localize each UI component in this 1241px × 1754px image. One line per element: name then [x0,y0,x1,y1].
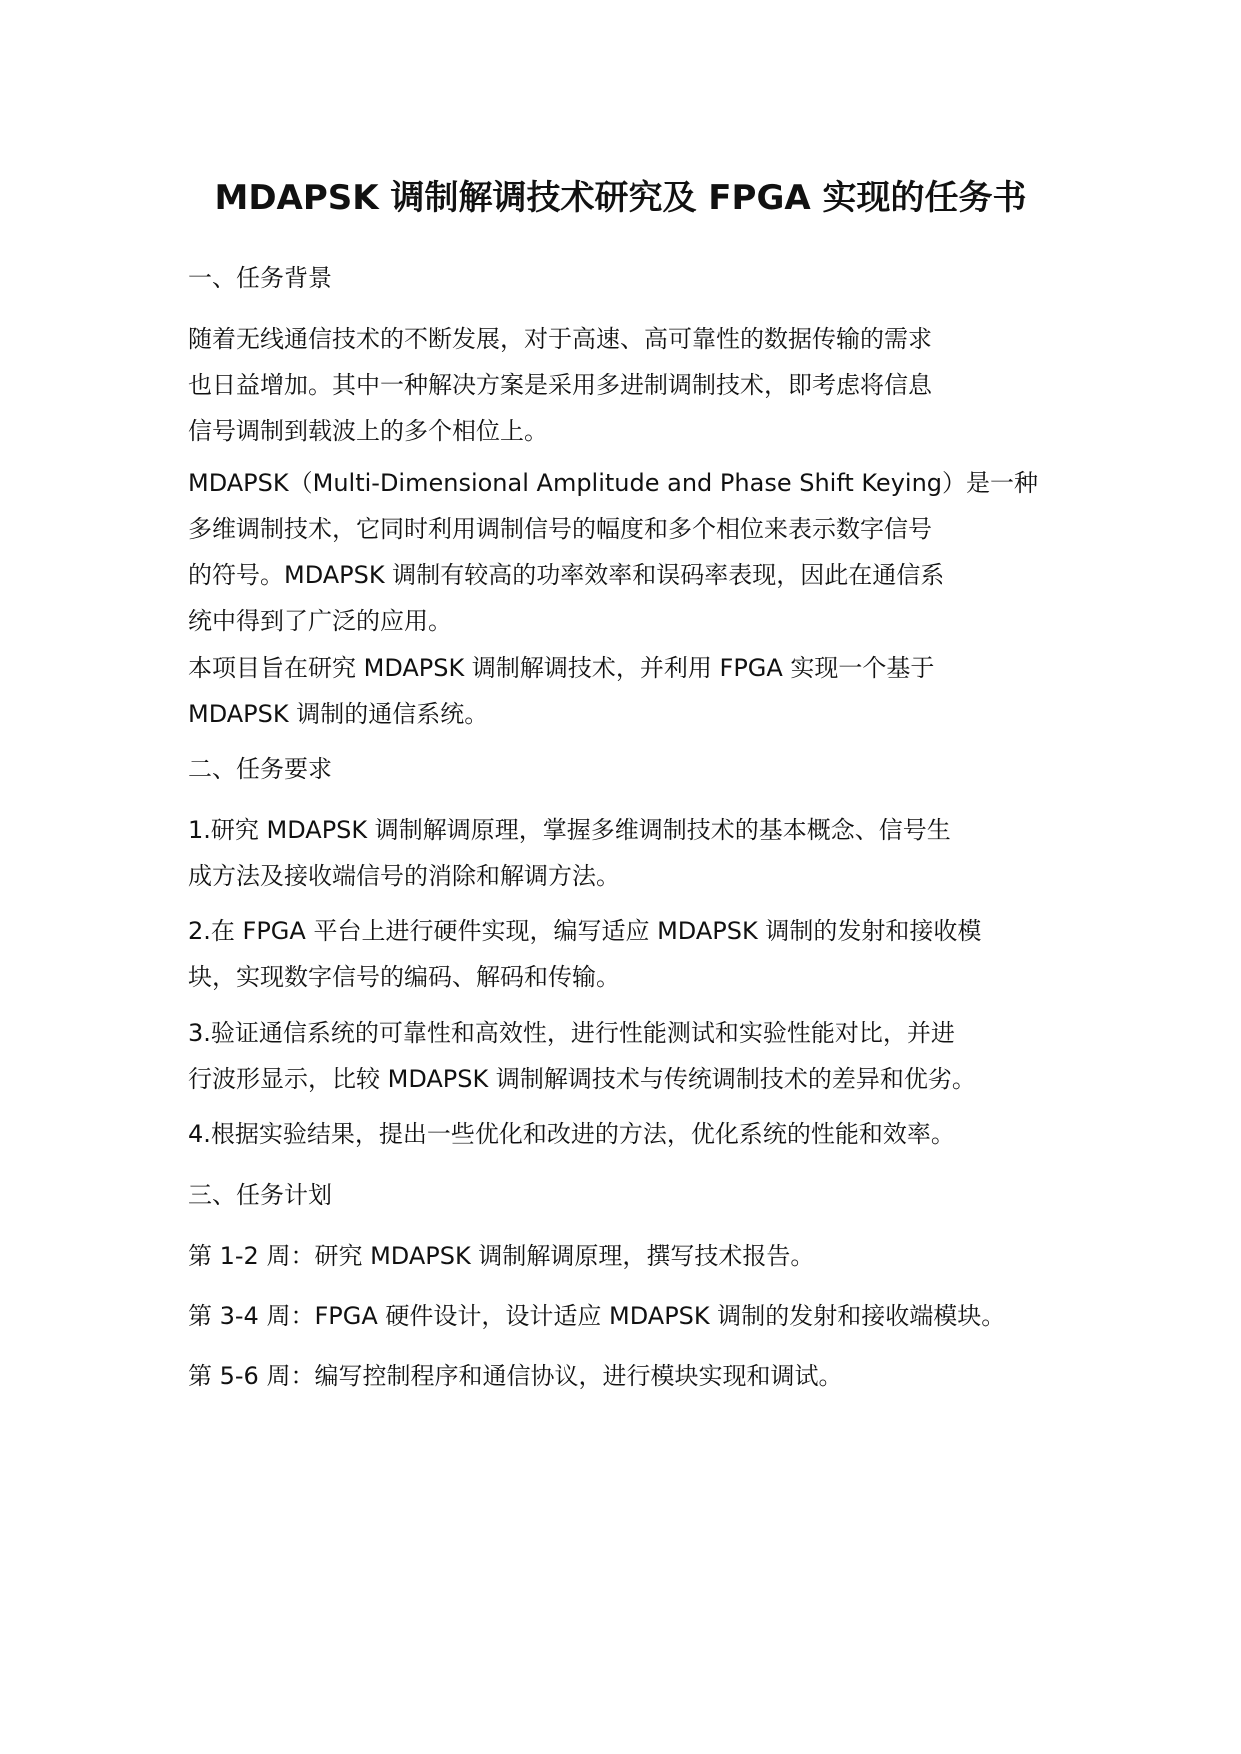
paragraph-line: MDAPSK 调制的通信系统。 [188,700,489,728]
requirement-item-2 [188,908,1088,1000]
requirement-item-3 [188,1010,1088,1102]
plan-week-1-2: 第 1-2 周：研究 MDAPSK 调制解调原理，撰写技术报告。 [188,1242,815,1270]
section-heading-background: 一、任务背景 [188,264,332,292]
plan-week-5-6: 第 5-6 周：编写控制程序和通信协议，进行模块实现和调试。 [188,1362,843,1390]
paragraph-line: 随着无线通信技术的不断发展，对于高速、高可靠性的数据传输的需求 [188,325,932,353]
paragraph-background-2 [188,460,1088,644]
paragraph-line: 块，实现数字信号的编码、解码和传输。 [188,963,620,991]
paragraph-background-1 [188,316,1088,454]
document-title: MDAPSK 调制解调技术研究及 FPGA 实现的任务书 [214,178,1027,218]
paragraph-background-3 [188,645,1088,737]
section-heading-plan: 三、任务计划 [188,1181,332,1209]
paragraph-line: 的符号。MDAPSK 调制有较高的功率效率和误码率表现，因此在通信系 [188,561,945,589]
paragraph-line: 2.在 FPGA 平台上进行硬件实现，编写适应 MDAPSK 调制的发射和接收模 [188,917,982,945]
paragraph-line: 信号调制到载波上的多个相位上。 [188,417,548,445]
plan-week-3-4: 第 3-4 周：FPGA 硬件设计，设计适应 MDAPSK 调制的发射和接收端模块。 [188,1302,1006,1330]
paragraph-line: 多维调制技术，它同时利用调制信号的幅度和多个相位来表示数字信号 [188,515,932,543]
paragraph-line: MDAPSK（Multi-Dimensional Amplitude and Phase Shift Keying）是一种 [188,469,1039,497]
paragraph-line: 3.验证通信系统的可靠性和高效性，进行性能测试和实验性能对比，并进 [188,1019,955,1047]
requirement-item-4 [188,1111,1088,1157]
paragraph-line: 统中得到了广泛的应用。 [188,607,452,635]
paragraph-line: 行波形显示，比较 MDAPSK 调制解调技术与传统调制技术的差异和优劣。 [188,1065,976,1093]
paragraph-line: 本项目旨在研究 MDAPSK 调制解调技术，并利用 FPGA 实现一个基于 [188,654,935,682]
section-heading-requirements: 二、任务要求 [188,755,332,783]
paragraph-line: 4.根据实验结果，提出一些优化和改进的方法，优化系统的性能和效率。 [188,1120,955,1148]
paragraph-line: 1.研究 MDAPSK 调制解调原理，掌握多维调制技术的基本概念、信号生 [188,816,951,844]
paragraph-line: 成方法及接收端信号的消除和解调方法。 [188,862,620,890]
paragraph-line: 也日益增加。其中一种解决方案是采用多进制调制技术，即考虑将信息 [188,371,932,399]
requirement-item-1 [188,807,1088,899]
